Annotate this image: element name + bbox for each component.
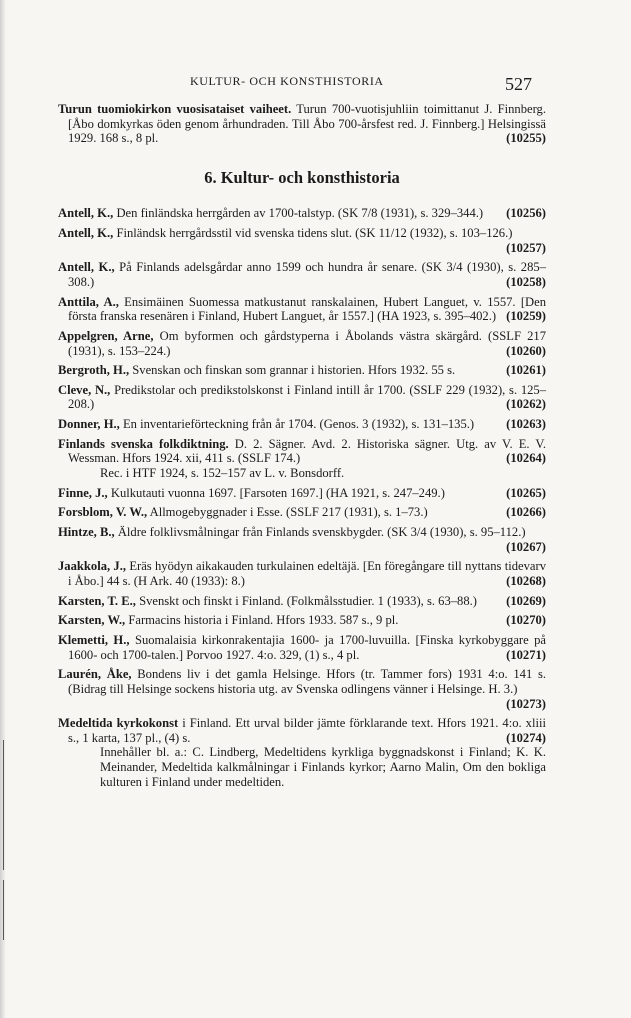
bibliography-entry xyxy=(58,363,546,378)
bibliography-entry xyxy=(58,206,546,221)
page-number: 527 xyxy=(505,74,532,94)
entry-note: Rec. i HTF 1924, s. 152–157 av L. v. Bonsdorff. xyxy=(100,466,345,481)
entry-text: Suomalaisia kirkonrakentajia 1600- ja 1700-luvuilla. [Finska kyrkobyggare på 1600- och 1700-talen.] Porvoo 1927. 4:o. 329, (1) s., 4 pl. xyxy=(68,633,546,662)
entry-text: Predikstolar och predikstolskonst i Finland intill år 1700. (SSLF 229 (1932), s. 125–208.) xyxy=(68,382,547,412)
entry-author: Finne, J., xyxy=(58,485,108,500)
entry-text: Den finländska herrgården av 1700-talstyp. (SK 7/8 (1931), s. 329–344.) xyxy=(116,206,484,221)
entry-id: (10259) xyxy=(506,309,546,324)
entry-text: Äldre folklivsmålningar från Finlands svenskbygder. (SK 3/4 (1930), s. 95–112.) xyxy=(117,525,526,540)
entry-text: Bondens liv i det gamla Helsinge. Hfors (tr. Tammer fors) 1931 4:o. 141 s. (Bidrag till Helsinge sockens historia utg. av Svenska odlingens vänner i Helsinge. H. 3.) xyxy=(68,667,546,696)
entry-author: Karsten, W., xyxy=(58,613,126,628)
entry-id: (10263) xyxy=(506,417,546,432)
entry-id: (10274) xyxy=(506,730,546,745)
bibliography-entry xyxy=(58,226,546,255)
bibliography-entry xyxy=(58,716,546,789)
entry-text: En inventarieförteckning från år 1704. (Genos. 3 (1932), s. 131–135.) xyxy=(122,417,475,432)
entry-text: i Finland. Ett urval bilder jämte förklarande text. Hfors 1921. 4:o. xliii s., 1 karta, 137 pl., (4) s. xyxy=(68,716,546,745)
bibliography-list xyxy=(58,206,546,789)
bibliography-entry xyxy=(58,329,546,358)
entry-author: Forsblom, V. W., xyxy=(58,505,148,520)
entry-text: Turun 700-vuotisjuhliin toimittanut J. Finnberg. [Åbo domkyrkas öden genom århundraden. Till Åbo 700-årsfest red. J. Finnberg.] Helsingissä 1929. 168 s., 8 pl. xyxy=(68,102,547,146)
entry-id: (10273) xyxy=(506,696,546,711)
bibliography-entry xyxy=(58,260,546,289)
entry-note: Innehåller bl. a.: C. Lindberg, Medeltidens kyrkliga byggnadskonst i Finland; K. K. Meinander, Medeltida kalkmålningar i Finlands kyrkor; Aarno Malin, Om den bokliga kulturen i Finland under medeltiden. xyxy=(100,745,546,789)
entry-author: Anttila, A., xyxy=(58,294,119,309)
entry-id: (10265) xyxy=(506,485,546,500)
bibliography-entry xyxy=(58,486,546,501)
bibliography-entry xyxy=(58,383,546,412)
entry-author: Donner, H., xyxy=(58,417,120,432)
entry-author: Bergroth, H., xyxy=(58,363,130,378)
entry-author: Finlands svenska folkdiktning. xyxy=(58,436,229,451)
entry-author: Medeltida kyrkokonst xyxy=(58,716,179,731)
entry-id: (10266) xyxy=(506,505,546,520)
bibliography-entry xyxy=(58,667,546,711)
entry-text: Ensimäinen Suomessa matkustanut ranskalainen, Hubert Languet, v. 1557. [Den första franska resenären i Finland, Hubert Languet, år 1557.] (HA 1923, s. 395–402.) xyxy=(68,294,546,324)
entry-author: Cleve, N., xyxy=(58,382,111,397)
entry-author: Turun tuomiokirkon vuosisataiset vaiheet. xyxy=(58,102,292,116)
entry-id: (10268) xyxy=(506,573,546,588)
entry-id: (10255) xyxy=(506,131,546,146)
entry-author: Karsten, T. E., xyxy=(58,593,136,608)
bibliography-entry xyxy=(58,437,546,481)
entry-id: (10270) xyxy=(506,613,546,628)
entry-text: Finländsk herrgårdsstil vid svenska tidens slut. (SK 11/12 (1932), s. 103–126.) xyxy=(116,226,513,241)
bibliography-entry xyxy=(58,295,546,324)
entry-text: D. 2. Sägner. Avd. 2. Historiska sägner. Utg. av V. E. V. Wessman. Hfors 1924. xii, 411 s. (SSLF 174.) xyxy=(68,436,546,466)
bibliography-entry xyxy=(58,633,546,662)
bibliography-entry xyxy=(58,102,546,146)
entry-id: (10267) xyxy=(506,539,546,554)
entry-id: (10260) xyxy=(506,343,546,358)
entry-id: (10262) xyxy=(506,397,546,412)
entry-author: Antell, K., xyxy=(58,226,114,241)
scan-margin-mark xyxy=(3,880,4,940)
running-head: KULTUR- OCH KONSTHISTORIA xyxy=(190,74,384,88)
entry-text: Eräs hyödyn aikakauden turkulainen edeltäjä. [En föregångare till nyttans tidevarv i Åbo.] 44 s. (H Ark. 40 (1933): 8.) xyxy=(68,559,546,588)
entry-author: Klemetti, H., xyxy=(58,633,130,648)
entry-id: (10258) xyxy=(506,274,546,289)
page-body xyxy=(58,102,546,794)
entry-text: Om byformen och gårdstyperna i Åbolands västra skärgård. (SSLF 217 (1931), s. 153–224.) xyxy=(68,328,546,358)
section-heading: 6. Kultur- och konsthistoria xyxy=(204,167,400,187)
bibliography-entry xyxy=(58,613,546,628)
entry-id: (10256) xyxy=(506,206,546,221)
entry-author: Antell, K., xyxy=(58,260,115,275)
scan-margin-mark xyxy=(3,740,4,870)
bibliography-entry xyxy=(58,417,546,432)
bibliography-entry xyxy=(58,559,546,588)
entry-id: (10261) xyxy=(506,363,546,378)
entry-text: Farmacins historia i Finland. Hfors 1933. 587 s., 9 pl. xyxy=(128,613,399,628)
entry-author: Antell, K., xyxy=(58,206,114,221)
entry-text: Kulkutauti vuonna 1697. [Farsoten 1697.] (HA 1921, s. 247–249.) xyxy=(110,485,445,500)
entry-text: Svenskt och finskt i Finland. (Folkmålsstudier. 1 (1933), s. 63–88.) xyxy=(139,593,477,608)
entry-text: Allmogebyggnader i Esse. (SSLF 217 (1931), s. 1–73.) xyxy=(149,505,428,520)
entry-author: Hintze, B., xyxy=(58,525,115,540)
entry-id: (10269) xyxy=(506,593,546,608)
entry-id: (10257) xyxy=(506,240,546,255)
bibliography-entry xyxy=(58,525,546,554)
entry-id: (10271) xyxy=(506,647,546,662)
entry-text: På Finlands adelsgårdar anno 1599 och hundra år senare. (SK 3/4 (1930), s. 285–308.) xyxy=(68,260,546,289)
bibliography-entry xyxy=(58,505,546,520)
entry-id: (10264) xyxy=(506,451,546,466)
bibliography-entry xyxy=(58,594,546,609)
entry-text: Svenskan och finskan som grannar i historien. Hfors 1932. 55 s. xyxy=(132,363,456,378)
entry-author: Appelgren, Arne, xyxy=(58,328,154,343)
entry-author: Laurén, Åke, xyxy=(58,667,132,682)
entry-author: Jaakkola, J., xyxy=(58,559,127,574)
